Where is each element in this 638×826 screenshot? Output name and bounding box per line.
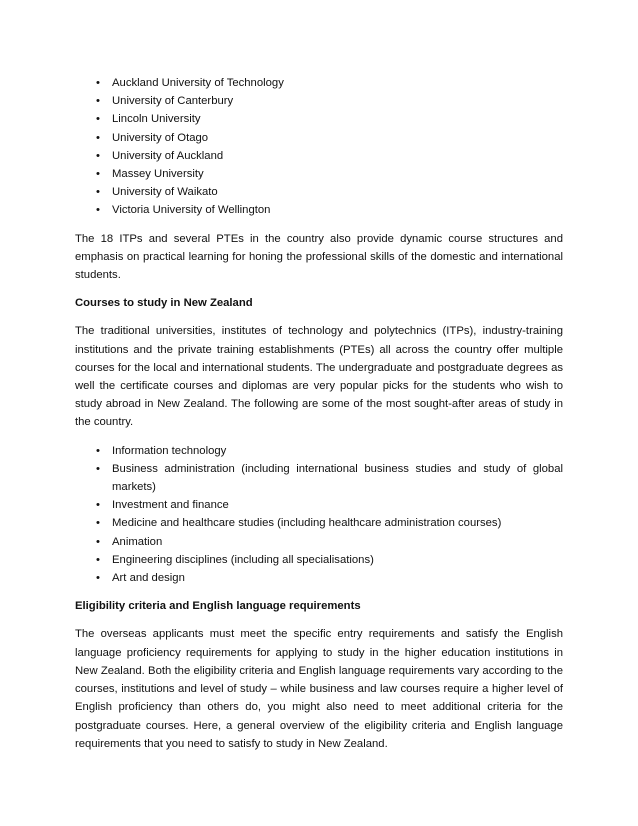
university-name: Lincoln University [112,113,201,126]
eligibility-heading: Eligibility criteria and English language requirements [75,600,361,613]
bullet-icon: • [96,131,100,144]
eligibility-paragraph: The overseas applicants must meet the specific entry requirements and satisfy the English language proficiency requirements for applying to study in the higher education institutions in New Zealand. Both the eligibility criteria and English language requirements vary according to the courses, institutions and level of study – while business and law courses require a higher level of English proficiency than others do, you might also need to meet additional criteria for the postgraduate courses. Here, a general overview of the eligibility criteria and English language requirements that you need to satisfy to study in New Zealand. [75,628,563,750]
study-area: Information technology [112,444,227,457]
bullet-icon: • [96,113,100,126]
bullet-icon: • [96,95,100,108]
document-page [75,74,563,763]
bullet-icon: • [96,444,100,457]
bullet-icon: • [96,168,100,181]
list-item [75,165,563,183]
list-item [75,496,563,514]
study-area: Investment and finance [112,499,229,512]
university-name: Auckland University of Technology [112,77,284,89]
list-item [75,460,563,496]
university-name: University of Canterbury [112,95,234,108]
bullet-icon: • [96,204,100,217]
bullet-icon: • [96,186,100,199]
list-item [75,147,563,165]
courses-paragraph: The traditional universities, institutes of technology and polytechnics (ITPs), industry-training institutions and the private training establishments (PTEs) all across the country offer multiple courses for the local and international students. The undergraduate and postgraduate degrees as well the certificate courses and diplomas are very popular picks for the students who wish to study abroad in New Zealand. The following are some of the most sought-after areas of study in the country. [75,325,563,429]
university-name: University of Otago [112,131,209,144]
list-item [75,129,563,147]
study-area: Art and design [112,572,185,585]
list-item [75,551,563,569]
list-item [75,92,563,110]
list-item [75,533,563,551]
list-item [75,183,563,201]
courses-heading: Courses to study in New Zealand [75,297,253,310]
itp-paragraph: The 18 ITPs and several PTEs in the country also provide dynamic course structures and emphasis on practical learning for honing the professional skills of the domestic and international students. [75,232,563,282]
bullet-icon: • [96,572,100,585]
bullet-icon: • [96,517,100,530]
list-item [75,514,563,532]
bullet-icon: • [96,499,100,512]
study-area: Business administration (including international business studies and study of global markets) [112,462,563,494]
list-item [75,201,563,219]
list-item [75,442,563,460]
bullet-icon: • [96,462,100,475]
bullet-icon: • [96,535,100,548]
study-area-list [75,442,563,588]
university-list [75,74,563,220]
study-area: Engineering disciplines (including all specialisations) [112,553,374,566]
study-area: Medicine and healthcare studies (including healthcare administration courses) [112,517,502,530]
university-name: Victoria University of Wellington [112,204,271,217]
bullet-icon: • [96,149,100,162]
list-item [75,569,563,587]
university-name: University of Auckland [112,149,224,162]
university-name: University of Waikato [112,186,218,199]
bullet-icon: • [96,553,100,566]
list-item [75,74,563,92]
bullet-icon: • [96,77,100,89]
list-item [75,110,563,128]
university-name: Massey University [112,168,204,181]
study-area: Animation [112,535,163,548]
